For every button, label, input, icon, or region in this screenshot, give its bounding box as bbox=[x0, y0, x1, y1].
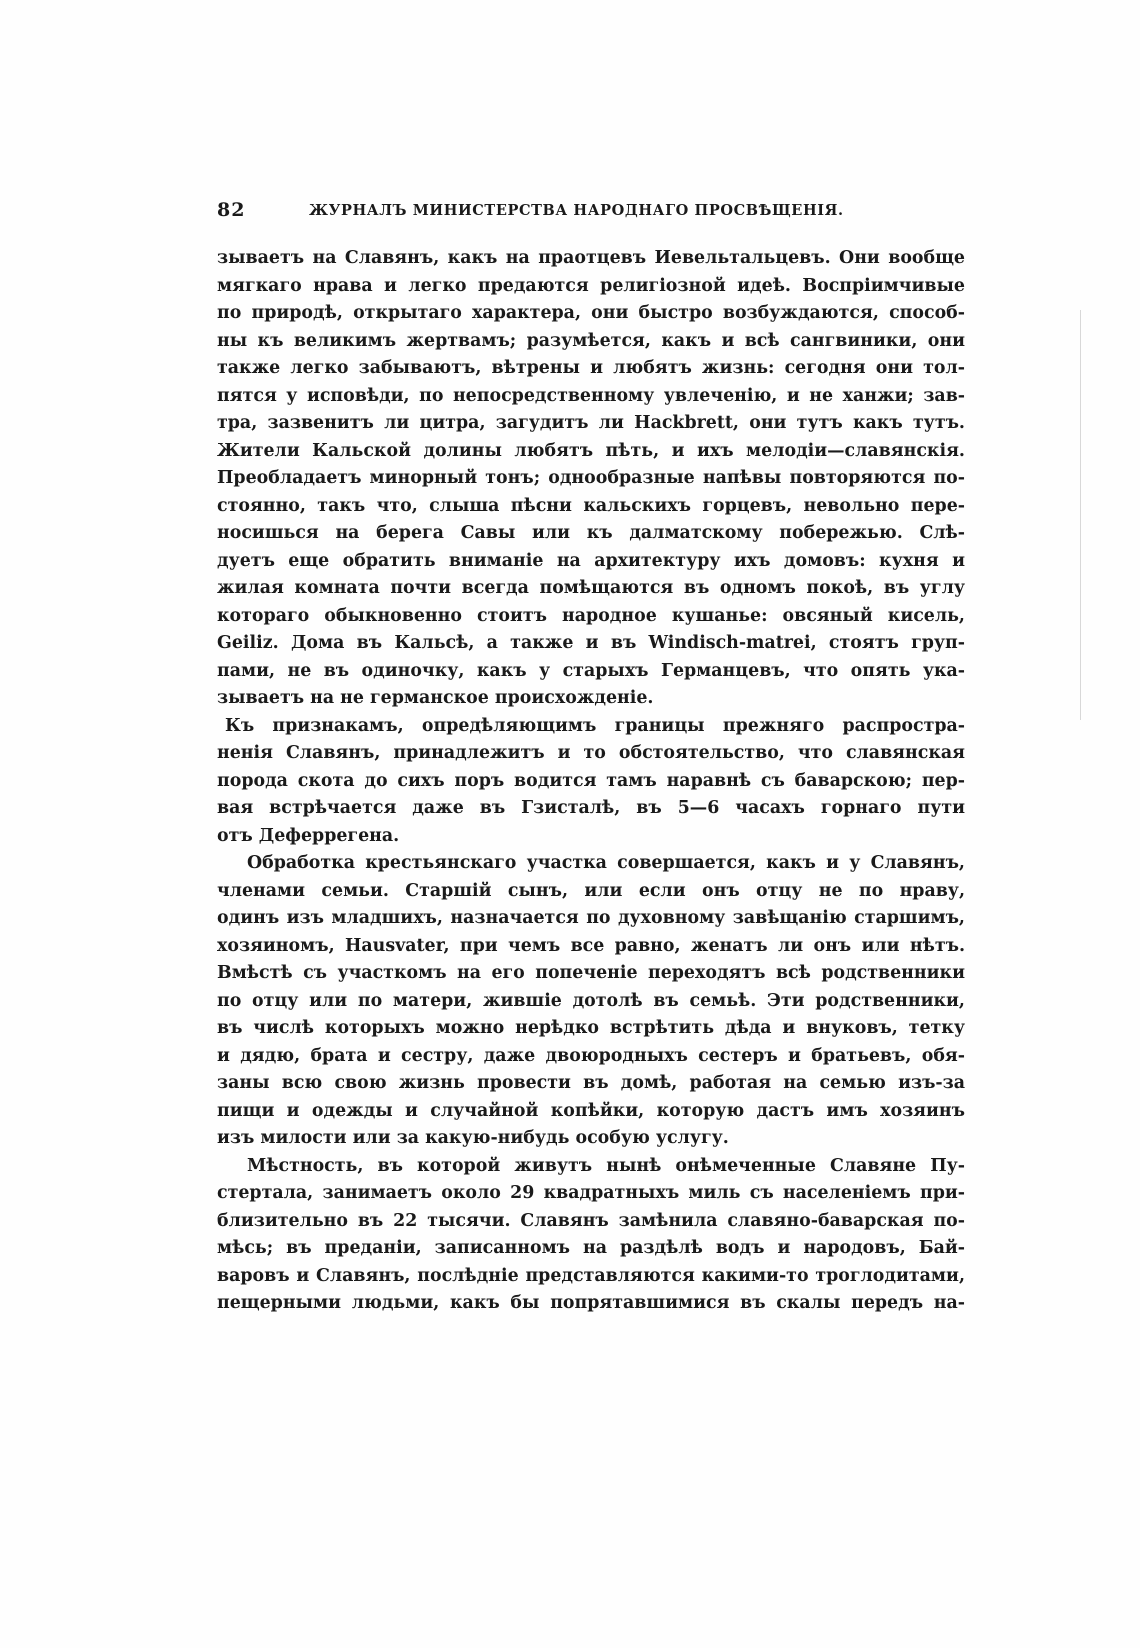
text-line: по природѣ, открытаго характера, они быстро возбуждаются, способ- bbox=[217, 303, 965, 323]
running-title: ЖУРНАЛЪ МИНИСТЕРСТВА НАРОДНАГО ПРОСВѢЩЕНІЯ. bbox=[309, 202, 844, 219]
paragraph-first-line: Обработка крестьянскаго участка совершается, какъ и у Славянъ, bbox=[247, 853, 965, 873]
text-line: пами, не въ одиночку, какъ у старыхъ Германцевъ, что опять ука- bbox=[217, 660, 965, 681]
text-line: мѣсь; въ преданіи, записанномъ на раздѣлѣ водъ и народовъ, Бай- bbox=[217, 1238, 965, 1258]
text-line: стертала, занимаетъ около 29 квадратныхъ миль съ населеніемъ при- bbox=[217, 1183, 965, 1203]
text-line: жилая комната почти всегда помѣщаются въ одномъ покоѣ, въ углу bbox=[217, 578, 965, 598]
text-line: пещерными людьми, какъ бы попрятавшимися въ скалы передъ на- bbox=[217, 1293, 965, 1313]
text-line: Вмѣстѣ съ участкомъ на его попеченіе переходятъ всѣ родственники bbox=[217, 963, 965, 983]
text-line: Geiliz. Дома въ Кальсѣ, а также и въ Windisch-matrei, стоятъ груп- bbox=[217, 633, 965, 653]
body-text bbox=[217, 245, 965, 1318]
page-number: 82 bbox=[217, 199, 246, 221]
text-line: отъ Деферрегена. bbox=[217, 825, 400, 846]
text-line: мягкаго нрава и легко предаются религіозной идеѣ. Воспріимчивые bbox=[217, 275, 965, 296]
page-header bbox=[217, 199, 965, 227]
text-line: также легко забываютъ, вѣтрены и любятъ жизнь: сегодня они тол- bbox=[217, 358, 965, 378]
text-line: по отцу или по матери, жившіе дотолѣ въ семьѣ. Эти родственники, bbox=[217, 990, 965, 1011]
text-line: одинъ изъ младшихъ, назначается по духовному завѣщанію старшимъ, bbox=[217, 908, 965, 928]
paragraph-first-line: Мѣстность, въ которой живутъ нынѣ онѣмеченные Славяне Пу- bbox=[247, 1155, 965, 1176]
text-line: ны къ великимъ жертвамъ; разумѣется, какъ и всѣ сангвиники, они bbox=[217, 330, 965, 351]
text-line: пятся у исповѣди, по непосредственному увлеченію, и не ханжи; зав- bbox=[217, 385, 965, 406]
text-line: членами семьи. Старшій сынъ, или если онъ отцу не по нраву, bbox=[217, 880, 965, 901]
scan-margin-artifact bbox=[1080, 310, 1081, 720]
text-line: вая встрѣчается даже въ Гзисталѣ, въ 5—6 часахъ горнаго пути bbox=[217, 798, 965, 818]
text-line: тра, зазвенитъ ли цитра, загудитъ ли Hackbrett, они тутъ какъ тутъ. bbox=[217, 413, 965, 433]
text-line: близительно въ 22 тысячи. Славянъ замѣнила славяно-баварская по- bbox=[217, 1210, 965, 1231]
text-line: Жители Кальской долины любятъ пѣть, и ихъ мелодіи—славянскія. bbox=[217, 440, 965, 461]
text-line: порода скота до сихъ поръ водится тамъ наравнѣ съ баварскою; пер- bbox=[217, 770, 965, 791]
text-line: зываетъ на не германское происхожденіе. bbox=[217, 688, 654, 708]
text-line: въ числѣ которыхъ можно нерѣдко встрѣтить дѣда и внуковъ, тетку bbox=[217, 1018, 965, 1038]
text-line: котораго обыкновенно стоитъ народное кушанье: овсяный кисель, bbox=[217, 605, 965, 626]
text-line: пищи и одежды и случайной копѣйки, которую дастъ имъ хозяинъ bbox=[217, 1100, 965, 1121]
text-line: изъ милости или за какую-нибудь особую услугу. bbox=[217, 1128, 729, 1148]
text-line: дуетъ еще обратить вниманіе на архитектуру ихъ домовъ: кухня и bbox=[217, 550, 965, 571]
text-line: стоянно, такъ что, слыша пѣсни кальскихъ горцевъ, невольно пере- bbox=[217, 495, 965, 516]
text-line: хозяиномъ, Hausvater, при чемъ все равно, женатъ ли онъ или нѣтъ. bbox=[217, 935, 965, 956]
text-line: заны всю свою жизнь провести въ домѣ, работая на семью изъ-за bbox=[217, 1073, 965, 1093]
text-line: варовъ и Славянъ, послѣдніе представляются какими-то троглодитами, bbox=[217, 1265, 965, 1286]
text-line: носишься на берега Савы или къ далматскому побережью. Слѣ- bbox=[217, 523, 965, 543]
text-line: Преобладаетъ минорный тонъ; однообразные напѣвы повторяются по- bbox=[217, 468, 965, 488]
text-line: ненія Славянъ, принадлежитъ и то обстоятельство, что славянская bbox=[217, 743, 965, 763]
text-line: и дядю, брата и сестру, даже двоюродныхъ сестеръ и братьевъ, обя- bbox=[217, 1045, 965, 1066]
text-line: зываетъ на Славянъ, какъ на праотцевъ Иевельтальцевъ. Они вообще bbox=[217, 248, 965, 268]
paragraph-first-line: Къ признакамъ, опредѣляющимъ границы прежняго распростра- bbox=[225, 715, 965, 736]
